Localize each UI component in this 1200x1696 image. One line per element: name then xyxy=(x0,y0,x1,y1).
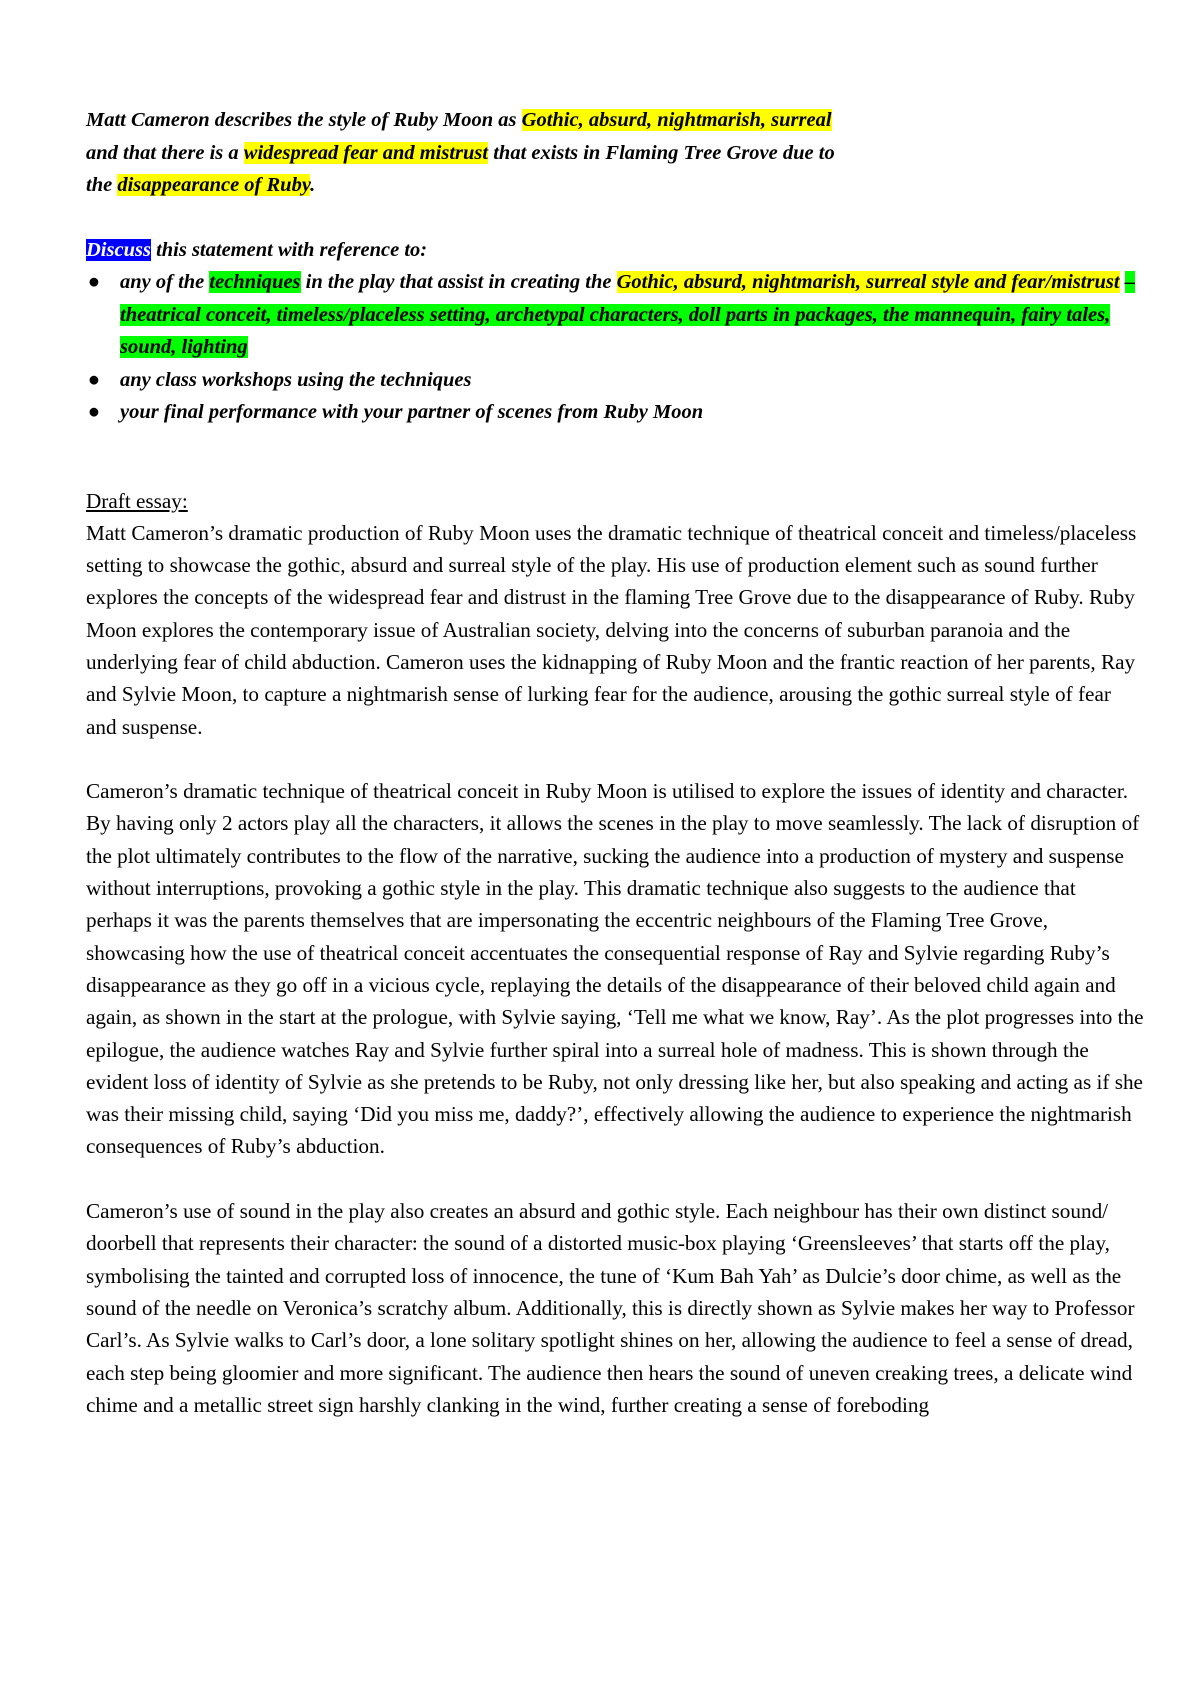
highlight-gothic-style: Gothic, absurd, nightmarish, surreal xyxy=(521,109,832,131)
highlight-disappearance: disappearance of Ruby xyxy=(117,174,311,196)
essay-heading: Draft essay: xyxy=(86,488,188,513)
essay-paragraph-3: Cameron’s use of sound in the play also creates an absurd and gothic style. Each neighbour has their own distinct sound/ doorbell that represents their character: the sound of a distorted music-box playing ‘Greensleeves’ that starts off the play, symbolising the tainted and corrupted loss of innocence, the tune of ‘Kum Bah Yah’ as Dulcie’s door chime, as well as the sound of the needle on Veronica’s scratchy album. Additionally, this is directly shown as Sylvie makes her way to Professor Carl’s. As Sylvie walks to Carl’s door, a lone solitary spotlight shines on her, allowing the audience to feel a sense of dread, each step being gloomier and more significant. The audience then hears the sound of uneven creaking trees, a delicate wind chime and a metallic street sign harshly clanking in the wind, further creating a sense of foreboding xyxy=(86,1199,1135,1417)
bullet-icon: ● xyxy=(87,271,101,293)
prompt-line-2 xyxy=(86,137,1146,170)
prompt-text: this statement with reference to: xyxy=(150,238,428,261)
bullet-item-workshops xyxy=(86,364,1146,397)
highlight-fear-mistrust: widespread fear and mistrust xyxy=(243,141,489,164)
highlight-style-list: Gothic, absurd, nightmarish, surreal style and fear/mistrust xyxy=(616,271,1120,293)
document-page xyxy=(86,104,1146,1453)
prompt-text: . xyxy=(310,174,316,196)
discuss-line xyxy=(86,234,1146,267)
bullet-item-techniques xyxy=(86,266,1146,364)
bullet-icon: ● xyxy=(87,368,101,391)
prompt-text: that exists in Flaming Tree Grove due to xyxy=(488,141,835,164)
essay-prompt xyxy=(86,104,1146,429)
highlight-techniques-list: – theatrical conceit, timeless/placeless setting, archetypal characters, doll parts in packages, the mannequin, fairy tales, sound, lighting xyxy=(120,271,1135,358)
bullet-text: in the play that assist in creating the xyxy=(300,271,617,293)
essay-paragraph-1: Matt Cameron’s dramatic production of Ruby Moon uses the dramatic technique of theatrical conceit and timeless/placeless setting to showcase the gothic, absurd and surreal style of the play. His use of production element such as sound further explores the concepts of the widespread fear and distrust in the flaming Tree Grove due to the disappearance of Ruby. Ruby Moon explores the contemporary issue of Australian society, delving into the concerns of suburban paranoia and the underlying fear of child abduction. Cameron uses the kidnapping of Ruby Moon and the frantic reaction of her parents, Ray and Sylvie Moon, to capture a nightmarish sense of lurking fear for the audience, arousing the gothic surreal style of fear and suspense. xyxy=(86,520,1137,739)
prompt-bullet-list xyxy=(86,266,1146,429)
prompt-text: Matt Cameron describes the style of Ruby Moon as xyxy=(86,109,522,131)
prompt-line-3 xyxy=(86,169,1146,202)
prompt-line-1 xyxy=(86,104,1146,137)
highlight-techniques: techniques xyxy=(209,271,301,293)
prompt-text: and that there is a xyxy=(86,141,244,164)
bullet-text: any class workshops using the techniques xyxy=(120,368,472,391)
draft-essay xyxy=(86,485,1146,1422)
essay-paragraph-2: Cameron’s dramatic technique of theatrical conceit in Ruby Moon is utilised to explore the issues of identity and character. By having only 2 actors play all the characters, it allows the scenes in the play to move seamlessly. The lack of disruption of the plot ultimately contributes to the flow of the narrative, sucking the audience into a production of mystery and suspense without interruptions, provoking a gothic style in the play. This dramatic technique also suggests to the audience that perhaps it was the parents themselves that are impersonating the eccentric neighbours of the Flaming Tree Grove, showcasing how the use of theatrical conceit accentuates the consequential response of Ray and Sylvie regarding Ruby’s disappearance as they go off in a vicious cycle, replaying the details of the disappearance of their beloved child again and again, as shown in the start at the prologue, with Sylvie saying, ‘Tell me what we know, Ray’. As the plot progresses into the epilogue, the audience watches Ray and Sylvie further spiral into a surreal hole of madness. This is shown through the evident loss of identity of Sylvie as she pretends to be Ruby, not only dressing like her, but also speaking and acting as if she was their missing child, saying ‘Did you miss me, daddy?’, effectively allowing the audience to experience the nightmarish consequences of Ruby’s abduction. xyxy=(86,779,1144,1159)
bullet-icon: ● xyxy=(87,401,101,423)
prompt-text: the xyxy=(86,174,118,196)
bullet-text: your final performance with your partner of scenes from Ruby Moon xyxy=(120,401,704,423)
bullet-text xyxy=(1120,271,1125,293)
bullet-text: any of the xyxy=(120,271,210,293)
highlight-discuss: Discuss xyxy=(86,238,151,261)
bullet-item-performance xyxy=(86,396,1146,429)
